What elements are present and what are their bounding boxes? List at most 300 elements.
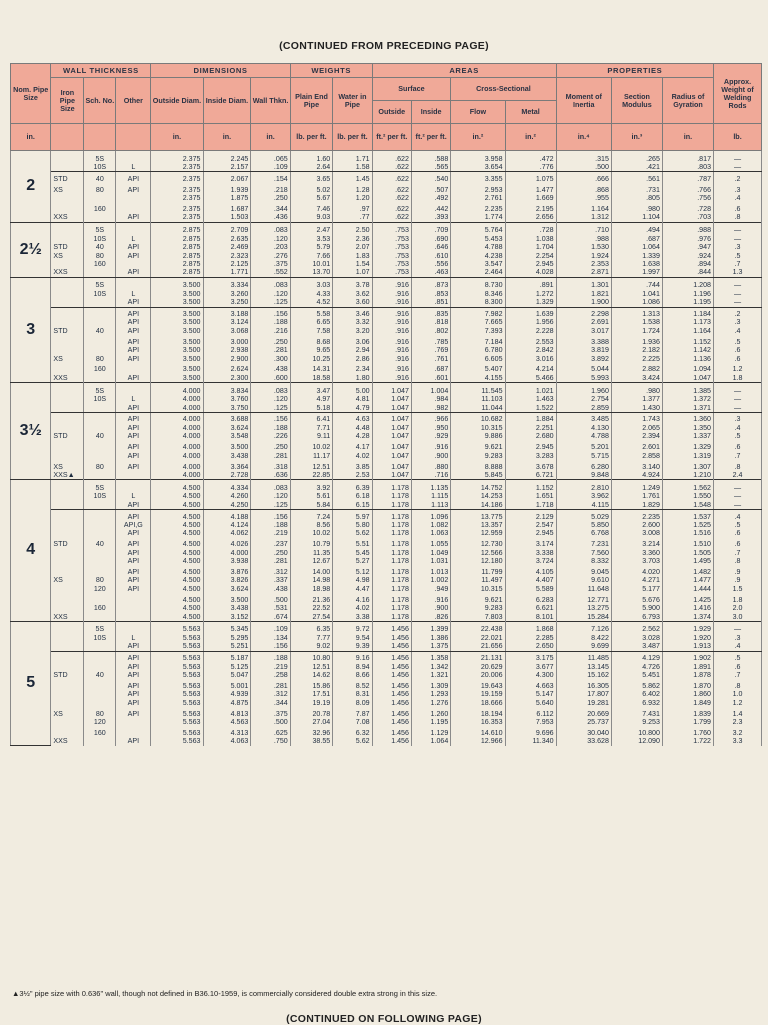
radius-of-gyration-cell: 1.902 1.891 1.878 — [662, 651, 713, 679]
moment-of-inertia-cell: 6.280 9.848 — [556, 460, 611, 480]
metal-area-cell: 2.195 2.656 — [505, 203, 556, 223]
nominal-size-cell: 2½ — [11, 222, 51, 277]
metal-area-cell: .891 1.272 1.329 — [505, 277, 556, 307]
water-weight-cell: 3.85 2.53 — [333, 460, 372, 480]
moment-of-inertia-cell: 5.044 5.993 — [556, 363, 611, 383]
welding-rods-cell: 3.2 3.3 — [714, 726, 762, 745]
unit-plain: lb. per ft. — [290, 124, 333, 151]
other-cell: API API API — [116, 335, 151, 363]
outside-diam-cell: 3.500 3.500 3.500 — [151, 335, 203, 363]
sch-no-cell: 40 — [84, 538, 116, 566]
metal-area-cell: 1.021 1.463 1.522 — [505, 383, 556, 413]
outside-diam-cell: 2.375 2.375 — [151, 151, 203, 172]
outside-diam-cell: 4.500 4.500 4.500 — [151, 593, 203, 621]
metal-area-cell: 4.105 4.407 5.589 — [505, 565, 556, 593]
metal-area-cell: 1.868 2.285 2.650 — [505, 621, 556, 651]
welding-rods-cell: .6 .7 — [714, 441, 762, 460]
other-cell: L API — [116, 621, 151, 651]
moment-of-inertia-cell: 2.810 3.962 4.115 — [556, 480, 611, 510]
table-row — [11, 651, 762, 679]
sch-no-cell: 160 — [84, 593, 116, 621]
other-cell — [116, 593, 151, 621]
metal-area-cell: 3.678 6.721 — [505, 460, 556, 480]
inside-diam-cell: 3.876 3.826 3.624 — [203, 565, 251, 593]
iron-pipe-size-header: Iron Pipe Size — [51, 78, 84, 124]
iron-pipe-size-cell: STD XS XXS — [51, 222, 84, 277]
surface-outside-cell: .916 .916 .916 — [372, 335, 411, 363]
surface-inside-cell: 1.260 1.195 — [411, 707, 450, 726]
plain-end-weight-cell: 8.68 9.65 10.25 — [290, 335, 333, 363]
surface-outside-cell: .622 .622 — [372, 151, 411, 172]
water-weight-cell: 5.12 4.98 4.47 — [333, 565, 372, 593]
inside-diam-cell: 2.067 — [203, 172, 251, 183]
wall-thkn-cell: .438 .600 — [251, 363, 290, 383]
other-cell: API — [116, 172, 151, 183]
sch-no-cell: 40 — [84, 651, 116, 679]
moment-of-inertia-cell: 3.388 3.819 3.892 — [556, 335, 611, 363]
iron-pipe-size-cell: XXS — [51, 726, 84, 745]
other-cell: API — [116, 183, 151, 202]
radius-of-gyration-cell: 1.425 1.416 1.374 — [662, 593, 713, 621]
unit-other — [116, 124, 151, 151]
wall-thkn-cell: .237 .250 .281 — [251, 538, 290, 566]
iron-pipe-size-cell — [51, 510, 84, 538]
iron-pipe-size-cell: XS XXS▲ — [51, 460, 84, 480]
welding-rods-cell: .8 1.0 1.2 — [714, 679, 762, 707]
metal-area-cell: 6.283 6.621 8.101 — [505, 593, 556, 621]
surface-inside-cell: 1.055 1.049 1.031 — [411, 538, 450, 566]
moment-of-inertia-cell: 1.301 1.821 1.900 — [556, 277, 611, 307]
surface-outside-cell: 1.047 1.047 1.047 — [372, 412, 411, 440]
surface-inside-cell: 1.399 1.386 1.375 — [411, 621, 450, 651]
nominal-size-cell: 2 — [11, 151, 51, 223]
iron-pipe-size-cell: STD — [51, 307, 84, 335]
surface-inside-cell: .687 .601 — [411, 363, 450, 383]
outside-diam-cell: 4.000 4.000 4.000 — [151, 383, 203, 413]
outside-diam-cell: 3.500 3.500 — [151, 363, 203, 383]
iron-pipe-size-cell — [51, 151, 84, 172]
radius-of-gyration-cell: 1.562 1.550 1.548 — [662, 480, 713, 510]
welding-rods-cell: 1.2 1.8 — [714, 363, 762, 383]
water-weight-cell: 3.06 2.94 2.86 — [333, 335, 372, 363]
metal-area-cell: 1.152 1.651 1.718 — [505, 480, 556, 510]
surface-outside-cell: .916 .916 — [372, 363, 411, 383]
other-cell: API API API — [116, 307, 151, 335]
sch-no-cell: 5S 10S — [84, 621, 116, 651]
plain-end-weight-cell: 6.35 7.77 9.02 — [290, 621, 333, 651]
inside-diam-cell: 5.345 5.295 5.251 — [203, 621, 251, 651]
sch-no-cell: 5S 10S — [84, 151, 116, 172]
sch-no-cell: 160 — [84, 203, 116, 223]
water-weight-cell: .97 .77 — [333, 203, 372, 223]
moment-of-inertia-cell: 1.960 2.754 2.859 — [556, 383, 611, 413]
other-cell: L API — [116, 277, 151, 307]
inside-diam-cell: 3.188 3.124 3.068 — [203, 307, 251, 335]
wall-thkn-cell: .344 .436 — [251, 203, 290, 223]
nominal-size-cell: 5 — [11, 621, 51, 745]
iron-pipe-size-cell — [51, 480, 84, 510]
other-cell: API API API — [116, 538, 151, 566]
areas-header: AREAS — [372, 64, 556, 78]
inside-diam-cell: 4.313 4.063 — [203, 726, 251, 745]
plain-end-weight-cell: 3.03 4.33 4.52 — [290, 277, 333, 307]
water-weight-cell: 4.63 4.48 4.28 — [333, 412, 372, 440]
water-in-pipe-header: Water in Pipe — [333, 78, 372, 124]
surface-header: Surface — [372, 78, 451, 101]
welding-rods-cell: 1.4 2.3 — [714, 707, 762, 726]
unit-wall: in. — [251, 124, 290, 151]
nominal-size-cell: 3½ — [11, 383, 51, 480]
inside-diam-cell: 3.688 3.624 3.548 — [203, 412, 251, 440]
surface-outside-cell: 1.456 1.456 1.456 — [372, 621, 411, 651]
section-modulus-cell: 1.936 2.182 2.225 — [611, 335, 662, 363]
sch-no-cell: 5S 10S — [84, 480, 116, 510]
surface-inside-cell: .785 .769 .761 — [411, 335, 450, 363]
table-row — [11, 277, 762, 307]
other-cell: API API API — [116, 565, 151, 593]
iron-pipe-size-cell: STD — [51, 412, 84, 440]
water-weight-cell: 4.17 4.02 — [333, 441, 372, 460]
water-weight-cell: 7.87 7.08 — [333, 707, 372, 726]
table-row — [11, 172, 762, 183]
section-modulus-cell: 3.140 4.924 — [611, 460, 662, 480]
welding-rods-cell: — .3 .4 — [714, 621, 762, 651]
surface-inside-cell: .966 .950 .929 — [411, 412, 450, 440]
radius-of-gyration-cell: 1.929 1.920 1.913 — [662, 621, 713, 651]
other-cell: API API API — [116, 412, 151, 440]
surface-inside-cell: 1.358 1.342 1.321 — [411, 651, 450, 679]
metal-area-cell: 1.884 2.251 2.680 — [505, 412, 556, 440]
sch-no-cell: 80 120 — [84, 565, 116, 593]
pipe-data-table — [10, 63, 762, 746]
welding-rods-cell: .9 .9 1.5 — [714, 565, 762, 593]
section-modulus-cell: .731 .805 — [611, 183, 662, 202]
wall-thkn-cell: .156 .188 .226 — [251, 412, 290, 440]
iron-pipe-size-cell: XXS — [51, 363, 84, 383]
section-modulus-cell: 2.882 3.424 — [611, 363, 662, 383]
surface-inside-cell: 1.013 1.002 .949 — [411, 565, 450, 593]
sch-no-cell — [84, 679, 116, 707]
sch-no-cell: 40 — [84, 172, 116, 183]
sch-no-cell: 80 — [84, 183, 116, 202]
metal-area-cell: 9.696 11.340 — [505, 726, 556, 745]
inside-diam-cell: 2.709 2.635 2.469 2.323 2.125 1.771 — [203, 222, 251, 277]
nom-pipe-size-header: Nom. Pipe Size — [11, 64, 51, 124]
iron-pipe-size-cell — [51, 277, 84, 307]
welding-rods-cell: — — — — [714, 383, 762, 413]
flow-area-cell: 12.730 12.566 12.180 — [451, 538, 505, 566]
inside-diam-cell: 1.939 1.875 — [203, 183, 251, 202]
table-row — [11, 307, 762, 335]
table-row — [11, 480, 762, 510]
section-modulus-cell: 7.431 9.253 — [611, 707, 662, 726]
metal-area-cell: .728 1.038 1.704 2.254 2.945 4.028 — [505, 222, 556, 277]
iron-pipe-size-cell: XXS — [51, 593, 84, 621]
other-cell: API — [116, 460, 151, 480]
radius-of-gyration-cell: 1.760 1.722 — [662, 726, 713, 745]
surface-outside-cell: 1.178 1.178 1.178 — [372, 565, 411, 593]
outside-diam-cell: 4.000 4.000 — [151, 441, 203, 460]
inside-diam-cell: 5.187 5.125 5.047 — [203, 651, 251, 679]
wall-thkn-cell: .250 .281 — [251, 441, 290, 460]
unit-od: in. — [151, 124, 203, 151]
plain-end-weight-cell: 10.79 11.35 12.67 — [290, 538, 333, 566]
metal-area-cell: 1.477 1.669 — [505, 183, 556, 202]
metal-area-cell: 2.945 3.283 — [505, 441, 556, 460]
other-cell: API API,G API — [116, 510, 151, 538]
flow-area-cell: 21.131 20.629 20.006 — [451, 651, 505, 679]
water-weight-cell: 5.00 4.81 4.79 — [333, 383, 372, 413]
section-modulus-cell: 2.562 3.028 3.487 — [611, 621, 662, 651]
section-modulus-cell: 4.020 4.271 5.177 — [611, 565, 662, 593]
radius-of-gyration-cell: 1.537 1.525 1.516 — [662, 510, 713, 538]
iron-pipe-size-cell: XXS — [51, 203, 84, 223]
flow-area-cell: 9.621 9.283 7.803 — [451, 593, 505, 621]
surface-inside-cell: 1.096 1.082 1.063 — [411, 510, 450, 538]
table-row — [11, 183, 762, 202]
section-modulus-cell: 2.235 2.600 3.008 — [611, 510, 662, 538]
section-modulus-cell: 5.862 6.402 6.932 — [611, 679, 662, 707]
moment-of-inertia-cell: 7.126 8.422 9.699 — [556, 621, 611, 651]
water-weight-cell: 2.50 2.36 2.07 1.83 1.54 1.07 — [333, 222, 372, 277]
flow-area-cell: 8.888 5.845 — [451, 460, 505, 480]
plain-end-weight-cell: 12.51 22.85 — [290, 460, 333, 480]
water-weight-cell: 1.45 — [333, 172, 372, 183]
other-cell: API — [116, 363, 151, 383]
flow-area-cell: 11.545 11.103 11.044 — [451, 383, 505, 413]
flow-area-cell: 5.407 4.155 — [451, 363, 505, 383]
outside-diam-cell: 4.000 4.000 — [151, 460, 203, 480]
welding-rods-cell: .5 .6 .6 — [714, 335, 762, 363]
other-cell: L — [116, 151, 151, 172]
inside-diam-cell: 3.500 3.438 — [203, 441, 251, 460]
table-row — [11, 621, 762, 651]
radius-of-gyration-cell: 1.152 1.142 1.136 — [662, 335, 713, 363]
inside-diam-cell: 5.001 4.939 4.875 — [203, 679, 251, 707]
water-weight-cell: 5.97 5.80 5.62 — [333, 510, 372, 538]
unit-ips — [51, 124, 84, 151]
moment-of-inertia-cell: .666 — [556, 172, 611, 183]
table-row — [11, 460, 762, 480]
radius-of-gyration-header: Radius of Gyration — [662, 78, 713, 124]
outside-diam-cell: 2.875 2.875 2.875 2.875 2.875 2.875 — [151, 222, 203, 277]
radius-of-gyration-cell: 1.385 1.372 1.371 — [662, 383, 713, 413]
plain-end-weight-cell: 2.47 3.53 5.79 7.66 10.01 13.70 — [290, 222, 333, 277]
other-cell: L API — [116, 383, 151, 413]
surface-inside-cell: .588 .565 — [411, 151, 450, 172]
radius-of-gyration-cell: 1.208 1.196 1.195 — [662, 277, 713, 307]
weights-header: WEIGHTS — [290, 64, 372, 78]
moment-of-inertia-cell: 11.485 13.145 15.162 — [556, 651, 611, 679]
surface-outside-cell: 1.456 1.456 1.456 — [372, 651, 411, 679]
iron-pipe-size-cell: XS — [51, 707, 84, 726]
plain-end-weight-cell: 5.02 5.67 — [290, 183, 333, 202]
iron-pipe-size-cell — [51, 383, 84, 413]
radius-of-gyration-cell: 1.510 1.505 1.495 — [662, 538, 713, 566]
wall-thkn-cell: .083 .120 .125 — [251, 480, 290, 510]
unit-nom: in. — [11, 124, 51, 151]
plain-end-weight-cell: 6.41 7.71 9.11 — [290, 412, 333, 440]
metal-area-cell: 3.174 3.338 3.724 — [505, 538, 556, 566]
surface-outside-cell: 1.456 1.456 1.456 — [372, 679, 411, 707]
welding-rods-cell: .3 .4 .5 — [714, 412, 762, 440]
iron-pipe-size-cell — [51, 441, 84, 460]
sch-no-cell: 160 — [84, 363, 116, 383]
sch-no-cell: 80 — [84, 335, 116, 363]
surface-outside-cell: 1.178 1.178 1.178 — [372, 593, 411, 621]
water-weight-cell: 6.32 5.62 — [333, 726, 372, 745]
outside-diam-cell: 2.375 — [151, 172, 203, 183]
flow-area-cell: 3.355 — [451, 172, 505, 183]
outside-diam-cell: 4.500 4.500 4.500 — [151, 510, 203, 538]
other-cell: API API API — [116, 651, 151, 679]
section-modulus-cell: 4.129 4.726 5.451 — [611, 651, 662, 679]
section-modulus-cell: 5.676 5.900 6.793 — [611, 593, 662, 621]
moment-of-inertia-cell: .315 .500 — [556, 151, 611, 172]
surface-inside-cell: 1.004 .984 .982 — [411, 383, 450, 413]
wall-thkn-cell: .065 .109 — [251, 151, 290, 172]
wall-thkn-header: Wall Thkn. — [251, 78, 290, 124]
other-cell: L API — [116, 480, 151, 510]
surface-inside-cell: 1.309 1.293 1.276 — [411, 679, 450, 707]
radius-of-gyration-cell: .817 .803 — [662, 151, 713, 172]
inside-diam-header: Inside Diam. — [203, 78, 251, 124]
sch-no-cell: 160 — [84, 726, 116, 745]
section-modulus-cell: .980 1.104 — [611, 203, 662, 223]
surface-inside-cell: .916 .900 .826 — [411, 593, 450, 621]
table-row — [11, 383, 762, 413]
radius-of-gyration-cell: 1.482 1.477 1.444 — [662, 565, 713, 593]
wall-thkn-cell: .083 .120 .125 — [251, 277, 290, 307]
other-cell: API — [116, 707, 151, 726]
moment-of-inertia-cell: 2.298 2.691 3.017 — [556, 307, 611, 335]
water-weight-cell: 5.51 5.45 5.27 — [333, 538, 372, 566]
section-modulus-cell: .980 1.377 1.430 — [611, 383, 662, 413]
plain-end-weight-cell: 14.00 14.98 18.98 — [290, 565, 333, 593]
inside-diam-cell: 2.624 2.300 — [203, 363, 251, 383]
outside-diam-header: Outside Diam. — [151, 78, 203, 124]
water-weight-cell: 1.71 1.58 — [333, 151, 372, 172]
surface-outside-cell: .622 — [372, 172, 411, 183]
inside-diam-cell: 3.834 3.760 3.750 — [203, 383, 251, 413]
surface-outside-cell: 1.178 1.178 1.178 — [372, 538, 411, 566]
unit-metal: in.² — [505, 124, 556, 151]
table-row — [11, 203, 762, 223]
flow-area-cell: 14.752 14.253 14.186 — [451, 480, 505, 510]
plain-end-weight-cell: 3.92 5.61 5.84 — [290, 480, 333, 510]
moment-of-inertia-cell: 5.201 5.715 — [556, 441, 611, 460]
unit-rg: in. — [662, 124, 713, 151]
section-modulus-cell: 3.214 3.360 3.703 — [611, 538, 662, 566]
inside-diam-cell: 3.500 3.438 3.152 — [203, 593, 251, 621]
flow-area-cell: 11.799 11.497 10.315 — [451, 565, 505, 593]
surface-inside-cell: .507 .492 — [411, 183, 450, 202]
inside-diam-cell: 3.334 3.260 3.250 — [203, 277, 251, 307]
other-cell: API API — [116, 441, 151, 460]
outside-diam-cell: 5.563 5.563 — [151, 726, 203, 745]
welding-rods-cell: .2 — [714, 172, 762, 183]
sch-no-cell: 5S 10S — [84, 383, 116, 413]
other-cell: L API API API — [116, 222, 151, 277]
welding-rods-cell: .4 .5 .6 — [714, 510, 762, 538]
iron-pipe-size-cell — [51, 621, 84, 651]
table-row — [11, 441, 762, 460]
unit-surface-outside: ft.² per ft. — [372, 124, 411, 151]
table-row — [11, 538, 762, 566]
nominal-size-cell: 3 — [11, 277, 51, 382]
radius-of-gyration-cell: 1.094 1.047 — [662, 363, 713, 383]
water-weight-cell: 4.16 4.02 3.38 — [333, 593, 372, 621]
surface-outside-cell: 1.456 1.456 — [372, 707, 411, 726]
wall-thkn-cell: .083 .120 .125 — [251, 383, 290, 413]
pipe-table-body — [11, 151, 762, 746]
plain-end-weight-cell: 15.86 17.51 19.19 — [290, 679, 333, 707]
unit-sm: in.³ — [611, 124, 662, 151]
flow-area-cell: 2.235 1.774 — [451, 203, 505, 223]
inside-diam-cell: 3.000 2.938 2.900 — [203, 335, 251, 363]
surface-outside-cell: .916 .916 .916 — [372, 307, 411, 335]
plain-end-pipe-header: Plain End Pipe — [290, 78, 333, 124]
inside-diam-cell: 1.687 1.503 — [203, 203, 251, 223]
surface-inside-cell: .916 .900 — [411, 441, 450, 460]
outside-diam-cell: 5.563 5.563 5.563 — [151, 651, 203, 679]
plain-end-weight-cell: 10.80 12.51 14.62 — [290, 651, 333, 679]
table-row — [11, 412, 762, 440]
wall-thkn-cell: .250 .281 .300 — [251, 335, 290, 363]
metal-area-cell: 2.553 2.842 3.016 — [505, 335, 556, 363]
surface-outside-cell: 1.178 1.178 1.178 — [372, 480, 411, 510]
table-row — [11, 222, 762, 277]
water-weight-cell: 6.39 6.18 6.15 — [333, 480, 372, 510]
radius-of-gyration-cell: 1.307 1.210 — [662, 460, 713, 480]
moment-of-inertia-cell: .868 .955 — [556, 183, 611, 202]
moment-of-inertia-header: Moment of Inertia — [556, 78, 611, 124]
radius-of-gyration-cell: 1.870 1.860 1.849 — [662, 679, 713, 707]
welding-rods-cell: .5 .6 .7 — [714, 651, 762, 679]
moment-of-inertia-cell: 12.771 13.275 15.284 — [556, 593, 611, 621]
surface-inside-cell: .540 — [411, 172, 450, 183]
moment-of-inertia-cell: 16.305 17.807 19.281 — [556, 679, 611, 707]
flow-area-cell: 9.621 9.283 — [451, 441, 505, 460]
wall-thkn-cell: .218 .250 — [251, 183, 290, 202]
section-modulus-cell: 10.800 12.090 — [611, 726, 662, 745]
iron-pipe-size-cell — [51, 679, 84, 707]
surface-inside-cell: 1.135 1.115 1.113 — [411, 480, 450, 510]
moment-of-inertia-cell: 7.231 7.560 8.332 — [556, 538, 611, 566]
iron-pipe-size-cell: XS — [51, 183, 84, 202]
water-weight-cell: 1.28 1.20 — [333, 183, 372, 202]
plain-end-weight-cell: 1.60 2.64 — [290, 151, 333, 172]
other-header: Other — [116, 78, 151, 124]
surface-inside-cell: 1.129 1.064 — [411, 726, 450, 745]
metal-area-cell: 4.663 5.147 5.640 — [505, 679, 556, 707]
table-row — [11, 726, 762, 745]
inside-diam-cell: 3.364 2.728 — [203, 460, 251, 480]
water-weight-cell: 9.16 8.94 8.66 — [333, 651, 372, 679]
plain-end-weight-cell: 21.36 22.52 27.54 — [290, 593, 333, 621]
unit-rods: lb. — [714, 124, 762, 151]
radius-of-gyration-cell: .787 — [662, 172, 713, 183]
wall-thkn-cell: .154 — [251, 172, 290, 183]
wall-thkn-cell: .156 .188 .219 — [251, 510, 290, 538]
iron-pipe-size-cell: XS — [51, 565, 84, 593]
flow-area-cell: 8.730 8.346 8.300 — [451, 277, 505, 307]
surface-outside-cell: 1.047 1.047 — [372, 460, 411, 480]
flow-area-cell: 2.953 2.761 — [451, 183, 505, 202]
iron-pipe-size-cell: STD — [51, 538, 84, 566]
surface-inside-cell: .880 .716 — [411, 460, 450, 480]
sch-no-cell: 40 — [84, 307, 116, 335]
